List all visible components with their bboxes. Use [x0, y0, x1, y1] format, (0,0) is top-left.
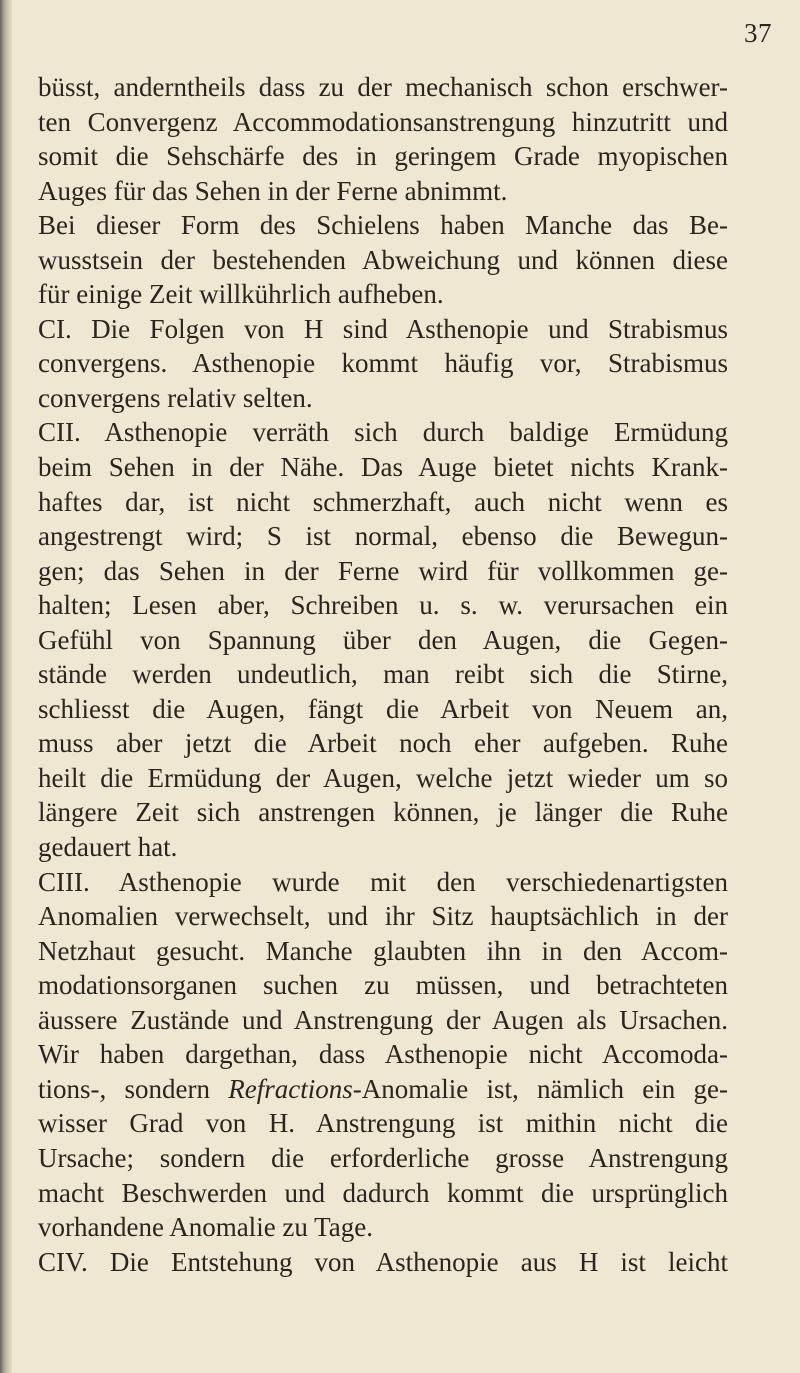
italic-word: Refractions	[228, 1073, 353, 1104]
text-line: modationsorganen suchen zu müssen, und betrachteten	[38, 970, 728, 1001]
text-line: Auges für das Sehen in der Ferne abnimmt.	[38, 175, 508, 206]
text-line: macht Beschwerden und dadurch kommt die ursprünglich	[38, 1177, 728, 1208]
text-line: muss aber jetzt die Arbeit noch eher aufgeben. Ruhe	[38, 728, 728, 759]
text-line: heilt die Ermüdung der Augen, welche jetzt wieder um so	[38, 762, 728, 793]
text-line: Netzhaut gesucht. Manche glaubten ihn in den Accom-	[38, 935, 728, 966]
text-line: Ursache; sondern die erforderliche grosse Anstrengung	[38, 1142, 728, 1173]
text-line: convergens. Asthenopie kommt häufig vor, Strabismus	[38, 348, 728, 379]
text-line: angestrengt wird; S ist normal, ebenso die Bewegun-	[38, 521, 728, 552]
page-number: 37	[744, 18, 772, 48]
text-line: wusstsein der bestehenden Abweichung und können diese	[38, 244, 728, 275]
text-line: CIV. Die Entstehung von Asthenopie aus H ist leicht	[38, 1246, 728, 1277]
text-line: CIII. Asthenopie wurde mit den verschiedenartigsten	[38, 866, 728, 897]
text-line: äussere Zustände und Anstrengung der Augen als Ursachen.	[38, 1004, 728, 1035]
text-segment: -Anomalie ist, nämlich ein ge-	[352, 1073, 729, 1104]
text-line: vorhandene Anomalie zu Tage.	[38, 1212, 373, 1243]
text-line: Anomalien verwechselt, und ihr Sitz hauptsächlich in der	[38, 901, 728, 932]
text-line: somit die Sehschärfe des in geringem Grade myopischen	[38, 141, 728, 172]
text-line: CI. Die Folgen von H sind Asthenopie und Strabismus	[38, 313, 728, 344]
text-line: haftes dar, ist nicht schmerzhaft, auch nicht wenn es	[38, 486, 728, 517]
body-text	[38, 70, 728, 1279]
text-line	[38, 1072, 728, 1107]
text-line: gedauert hat.	[38, 832, 178, 863]
text-line: Bei dieser Form des Schielens haben Manche das Be-	[38, 210, 728, 241]
text-line: längere Zeit sich anstrengen können, je länger die Ruhe	[38, 797, 728, 828]
text-line: Gefühl von Spannung über den Augen, die Gegen-	[38, 624, 728, 655]
text-line: schliesst die Augen, fängt die Arbeit von Neuem an,	[38, 693, 728, 724]
text-line: für einige Zeit willkührlich aufheben.	[38, 279, 444, 310]
text-line: ten Convergenz Accommodationsanstrengung hinzutritt und	[38, 106, 728, 137]
page-binding-edge	[0, 0, 12, 1373]
text-line: gen; das Sehen in der Ferne wird für vollkommen ge-	[38, 555, 728, 586]
text-line: Wir haben dargethan, dass Asthenopie nicht Accomoda-	[38, 1039, 728, 1070]
text-line: büsst, anderntheils dass zu der mechanisch schon erschwer-	[38, 72, 728, 102]
text-line: wisser Grad von H. Anstrengung ist mithin nicht die	[38, 1108, 728, 1139]
text-line: stände werden undeutlich, man reibt sich die Stirne,	[38, 659, 728, 690]
text-line: CII. Asthenopie verräth sich durch baldige Ermüdung	[38, 417, 728, 448]
text-line: convergens relativ selten.	[38, 382, 313, 413]
text-line: beim Sehen in der Nähe. Das Auge bietet nichts Krank-	[38, 452, 728, 483]
text-segment: tions-, sondern	[38, 1073, 229, 1104]
text-line: halten; Lesen aber, Schreiben u. s. w. verursachen ein	[38, 590, 728, 621]
